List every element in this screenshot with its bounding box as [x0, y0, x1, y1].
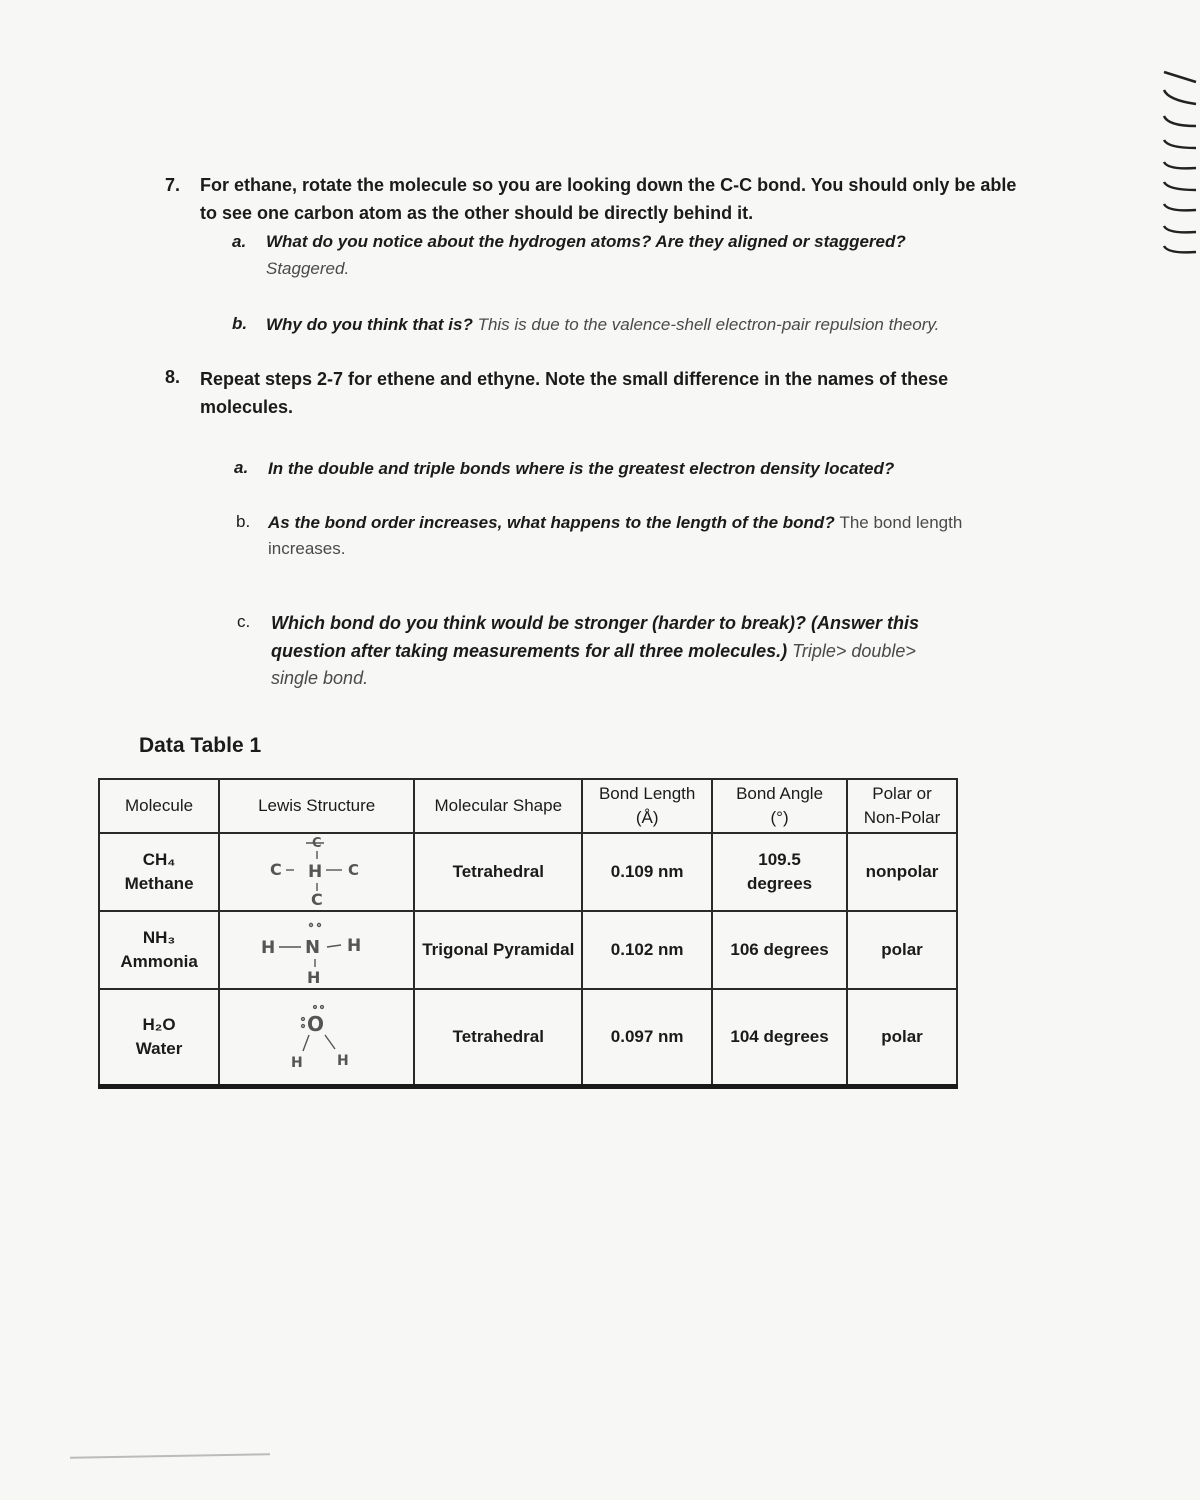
ammonia-lewis-drawing — [257, 915, 377, 985]
bond-angle-cell — [712, 989, 847, 1087]
question-8c-line-2 — [271, 638, 916, 665]
table-row — [99, 911, 957, 989]
header-bond-angle-line-1: Bond Angle — [736, 784, 824, 803]
lewis-atom: H — [290, 1055, 303, 1071]
lewis-structure-cell — [219, 911, 414, 989]
polarity-cell: polar — [847, 989, 957, 1087]
bond-length-cell: 0.109 nm — [582, 833, 712, 911]
molecular-shape-cell: Trigonal Pyramidal — [414, 911, 582, 989]
question-7b-text: Why do you think that is? — [266, 315, 473, 334]
molecule-cell — [99, 989, 219, 1087]
lewis-atom: H — [260, 938, 275, 958]
binder-mark — [1164, 226, 1196, 232]
molecule-name: Water — [135, 1039, 183, 1058]
question-8a-text: In the double and triple bonds where is the greatest electron density located? — [268, 459, 895, 478]
binder-mark — [1164, 140, 1196, 148]
header-bond-angle-line-2: (°) — [770, 808, 789, 827]
scan-artifact-line — [70, 1453, 270, 1458]
question-8-line-2: molecules. — [200, 397, 294, 417]
bond-angle-value: 104 degrees — [730, 1027, 829, 1046]
binder-mark — [1164, 90, 1196, 104]
molecule-formula: NH₃ — [142, 928, 176, 947]
question-7a-text: What do you notice about the hydrogen atoms? Are they aligned or staggered? — [266, 232, 906, 251]
question-8c-answer-2: single bond. — [271, 668, 369, 688]
lone-pair-dot — [301, 1018, 304, 1021]
lone-pair-dot — [313, 1006, 316, 1009]
question-7-line-1: For ethane, rotate the molecule so you are looking down the C-C bond. You should only be able — [200, 175, 1017, 195]
molecular-shape-cell: Tetrahedral — [414, 989, 582, 1087]
header-molecule: Molecule — [99, 779, 219, 833]
bond-angle-value: 106 degrees — [730, 940, 829, 959]
bond-angle-unit: degrees — [746, 874, 813, 893]
question-8c-line-1: Which bond do you think would be stronger (harder to break)? (Answer this — [271, 613, 920, 633]
question-8b-answer-1: The bond length — [839, 513, 963, 532]
binder-mark — [1164, 246, 1196, 252]
lewis-atom: C — [311, 837, 322, 851]
question-7b-letter: b. — [232, 314, 248, 333]
question-8-number: 8. — [165, 367, 181, 387]
table-row — [99, 833, 957, 911]
lewis-structure-cell — [219, 833, 414, 911]
lewis-atom: C — [347, 861, 359, 879]
question-7a-letter: a. — [232, 232, 247, 251]
header-bond-angle — [712, 779, 847, 833]
lewis-bond — [325, 1035, 335, 1049]
lone-pair-dot — [301, 1025, 304, 1028]
binder-mark — [1164, 116, 1196, 126]
question-8c-text-2: question after taking measurements for all three molecules.) — [271, 641, 788, 661]
table-row — [99, 989, 957, 1087]
question-8c-answer-1: Triple> double> — [792, 641, 916, 661]
lewis-atom: H — [346, 936, 361, 956]
molecule-formula: CH₄ — [142, 850, 176, 869]
question-7b-answer: This is due to the valence-shell electron-pair repulsion theory. — [477, 315, 940, 334]
question-7b-line — [266, 311, 939, 338]
binder-mark — [1164, 182, 1196, 190]
polarity-cell: nonpolar — [847, 833, 957, 911]
header-polarity — [847, 779, 957, 833]
lewis-bond — [303, 1035, 309, 1051]
question-7a-answer: Staggered. — [266, 259, 350, 278]
molecule-cell — [99, 911, 219, 989]
lewis-atom: H — [336, 1053, 349, 1069]
bond-angle-cell — [712, 833, 847, 911]
lewis-atom: H — [306, 968, 321, 985]
question-8b-line-1 — [268, 509, 962, 536]
header-bond-length-line-2: (Å) — [635, 808, 659, 827]
molecular-shape-cell: Tetrahedral — [414, 833, 582, 911]
molecule-cell — [99, 833, 219, 911]
data-table-title: Data Table 1 — [139, 734, 262, 757]
lone-pair-dot — [309, 924, 312, 927]
question-7-line-2: to see one carbon atom as the other should be directly behind it. — [200, 203, 754, 223]
header-molecular-shape: Molecular Shape — [414, 779, 582, 833]
question-8-line-1: Repeat steps 2-7 for ethene and ethyne. Note the small difference in the names of these — [200, 369, 949, 389]
lewis-bond — [327, 945, 341, 947]
molecule-name: Ammonia — [120, 952, 198, 971]
data-table — [98, 778, 958, 1089]
lone-pair-dot — [320, 1006, 323, 1009]
question-8c-letter: c. — [237, 612, 251, 631]
header-bond-length-line-1: Bond Length — [598, 784, 696, 803]
header-polarity-line-2: Non-Polar — [863, 808, 941, 827]
binder-mark — [1164, 162, 1196, 168]
binder-mark — [1164, 72, 1196, 82]
lewis-atom: H — [307, 862, 322, 882]
water-lewis-drawing — [267, 1001, 367, 1073]
table-header-row — [99, 779, 957, 833]
lewis-atom: C — [310, 890, 323, 907]
methane-lewis-drawing — [262, 837, 372, 907]
question-8b-letter: b. — [236, 512, 251, 531]
question-8a-letter: a. — [234, 458, 249, 477]
question-8b-text: As the bond order increases, what happens to the length of the bond? — [268, 513, 835, 532]
bond-length-cell: 0.102 nm — [582, 911, 712, 989]
molecule-name: Methane — [124, 874, 194, 893]
header-lewis-structure: Lewis Structure — [219, 779, 414, 833]
lewis-atom: O — [306, 1012, 324, 1036]
bond-length-cell: 0.097 nm — [582, 989, 712, 1087]
lone-pair-dot — [317, 924, 320, 927]
question-7-number: 7. — [165, 175, 181, 195]
bond-angle-cell — [712, 911, 847, 989]
molecule-formula: H₂O — [142, 1015, 176, 1034]
lewis-atom: C — [269, 860, 282, 879]
polarity-cell: polar — [847, 911, 957, 989]
lewis-atom: N — [304, 937, 320, 958]
question-8b-answer-2: increases. — [268, 539, 346, 558]
binder-mark — [1164, 204, 1196, 210]
binder-rings-decoration — [1160, 60, 1200, 260]
header-bond-length — [582, 779, 712, 833]
bond-angle-value: 109.5 — [758, 850, 801, 869]
header-polarity-line-1: Polar or — [872, 784, 932, 803]
lewis-structure-cell — [219, 989, 414, 1087]
